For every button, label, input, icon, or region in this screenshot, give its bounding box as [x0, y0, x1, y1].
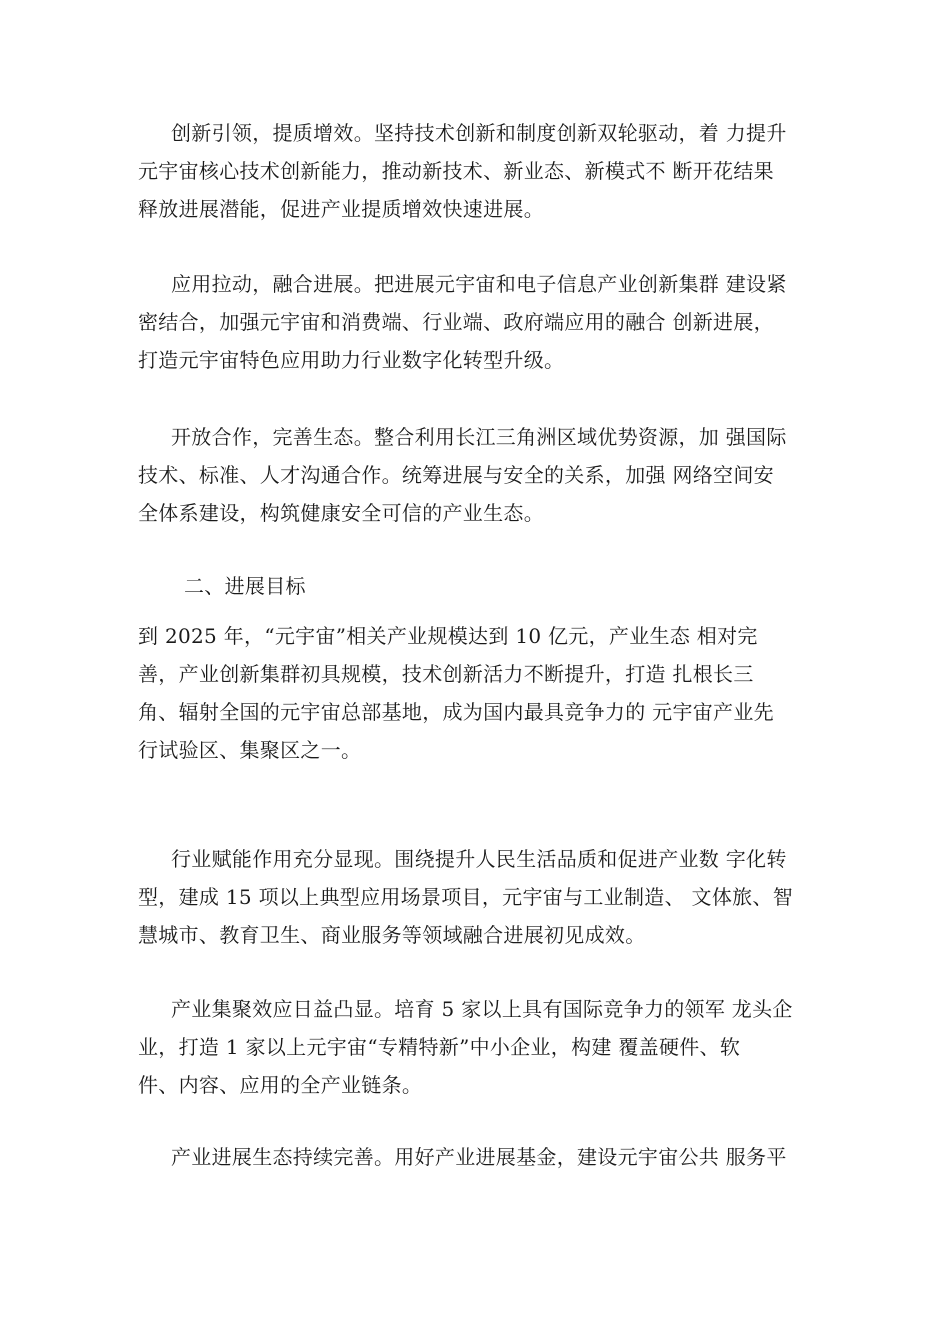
- paragraph-innovation: [138, 114, 828, 228]
- paragraph-openness: [138, 418, 828, 532]
- paragraph-line: 产业进展生态持续完善。用好产业进展基金，建设元宇宙公共 服务平: [171, 1145, 787, 1169]
- paragraph-line: 密结合，加强元宇宙和消费端、行业端、政府端应用的融合 创新进展，: [138, 310, 774, 334]
- paragraph-line: 打造元宇宙特色应用助力行业数字化转型升级。: [138, 348, 565, 372]
- paragraph-line: 业，打造 1 家以上元宇宙“专精特新”中小企业，构建 覆盖硬件、软: [138, 1035, 741, 1059]
- paragraph-line: 到 2025 年，“元宇宙”相关产业规模达到 10 亿元，产业生态 相对完: [138, 624, 758, 648]
- paragraph-empowerment: [138, 840, 828, 954]
- paragraph-line: 型，建成 15 项以上典型应用场景项目，元宇宙与工业制造、 文体旅、智: [138, 885, 794, 909]
- paragraph-line: 技术、标准、人才沟通合作。统筹进展与安全的关系，加强 网络空间安: [138, 463, 774, 487]
- paragraph-goal-2025: [138, 617, 828, 769]
- paragraph-line: 全体系建设，构筑健康安全可信的产业生态。: [138, 501, 544, 525]
- paragraph-line: 角、辐射全国的元宇宙总部基地，成为国内最具竞争力的 元宇宙产业先: [138, 700, 774, 724]
- paragraph-ecosystem: [138, 1138, 828, 1176]
- paragraph-application: [138, 265, 828, 379]
- paragraph-line: 行业赋能作用充分显现。围绕提升人民生活品质和促进产业数 字化转: [171, 847, 787, 871]
- paragraph-line: 释放进展潜能，促进产业提质增效快速进展。: [138, 197, 544, 221]
- paragraph-line: 慧城市、教育卫生、商业服务等领域融合进展初见成效。: [138, 923, 646, 947]
- paragraph-line: 善，产业创新集群初具规模，技术创新活力不断提升，打造 扎根长三: [138, 662, 754, 686]
- section-heading: [138, 567, 828, 605]
- paragraph-line: 产业集聚效应日益凸显。培育 5 家以上具有国际竞争力的领军 龙头企: [171, 997, 793, 1021]
- paragraph-line: 件、内容、应用的全产业链条。: [138, 1073, 423, 1097]
- section-heading-text: 二、进展目标: [184, 574, 306, 598]
- paragraph-line: 元宇宙核心技术创新能力，推动新技术、新业态、新模式不 断开花结果: [138, 159, 774, 183]
- paragraph-line: 创新引领，提质增效。坚持技术创新和制度创新双轮驱动，着 力提升: [171, 121, 787, 145]
- paragraph-line: 行试验区、集聚区之一。: [138, 738, 362, 762]
- paragraph-line: 应用拉动，融合进展。把进展元宇宙和电子信息产业创新集群 建设紧: [171, 272, 787, 296]
- paragraph-line: 开放合作，完善生态。整合利用长江三角洲区域优势资源，加 强国际: [171, 425, 787, 449]
- paragraph-clustering: [138, 990, 828, 1104]
